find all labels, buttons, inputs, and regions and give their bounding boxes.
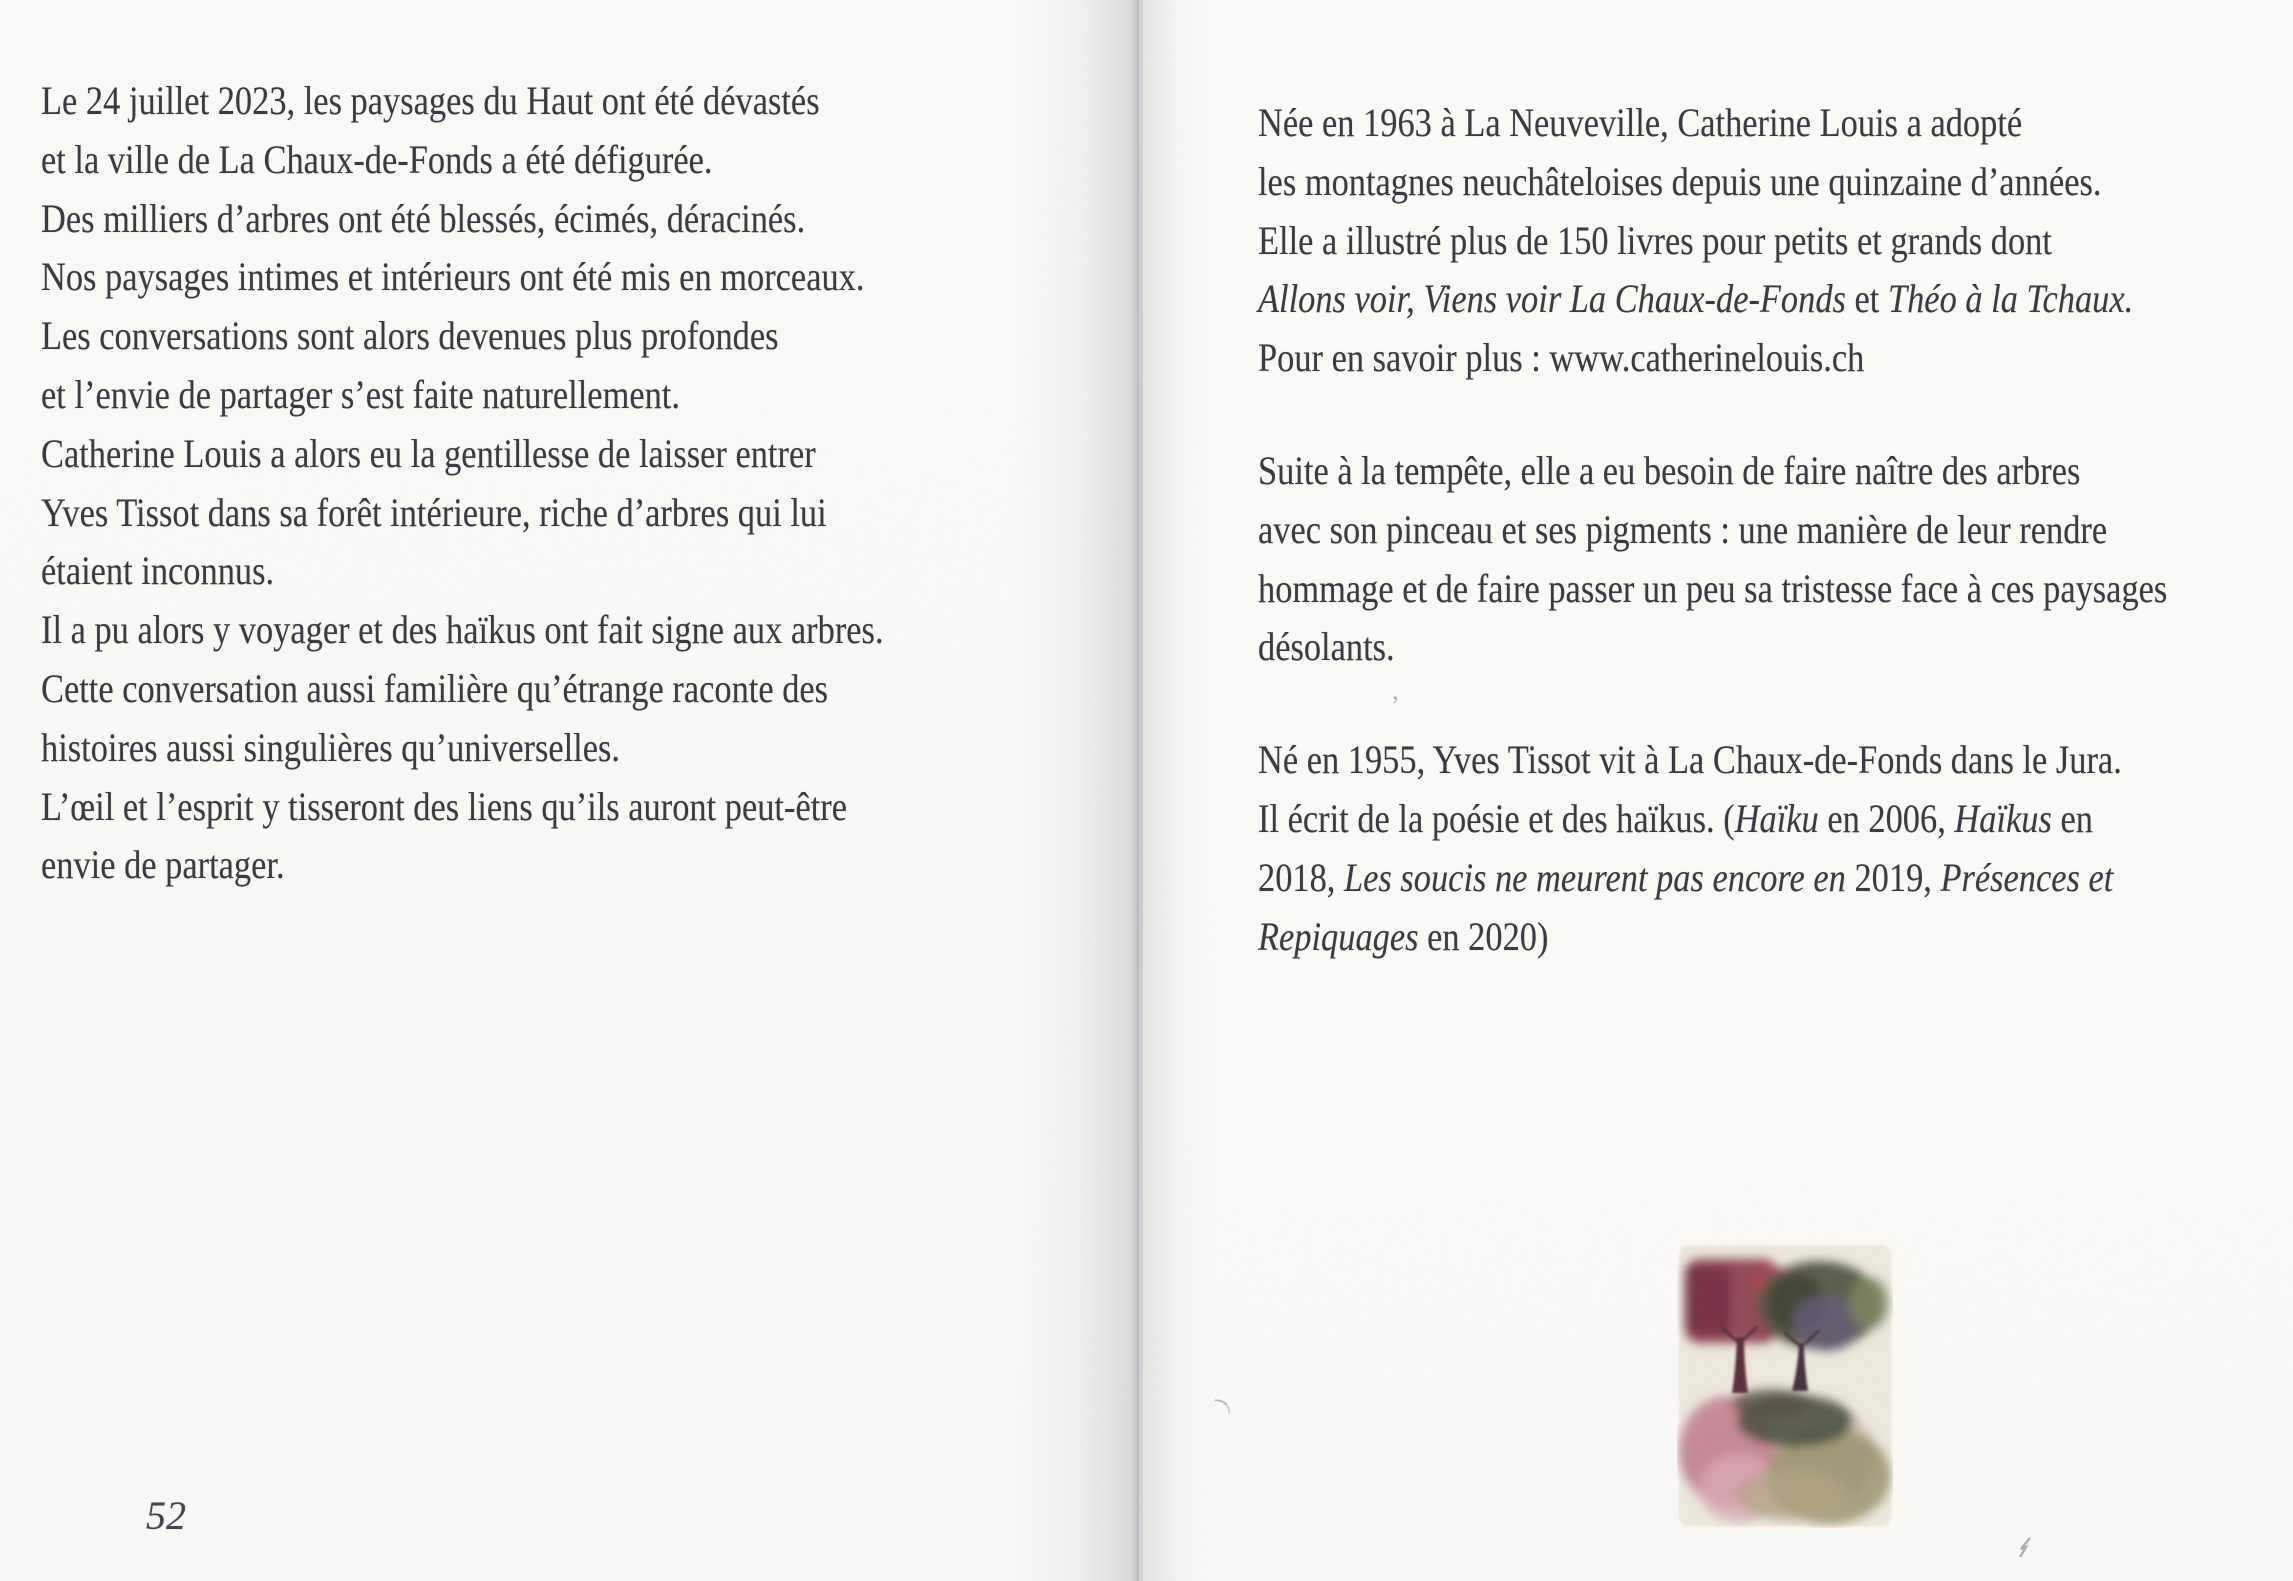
text-line: [1258, 212, 2167, 271]
italic-text-segment: Théo à la Tchaux.: [1887, 276, 2134, 322]
text-segment: désolants.: [1258, 624, 1395, 670]
text-segment: les montagnes neuchâteloises depuis une quinzaine d’années.: [1258, 158, 2102, 204]
text-segment: Elle a illustré plus de 150 livres pour petits et grands dont: [1258, 217, 2052, 263]
text-segment: Yves Tissot dans sa forêt intérieure, riche d’arbres qui lui: [41, 489, 827, 535]
paragraph: [1258, 442, 2167, 677]
text-segment: Pour en savoir plus : www.catherinelouis.ch: [1258, 335, 1865, 381]
text-segment: et la ville de La Chaux-de-Fonds a été défigurée.: [41, 136, 713, 182]
text-segment: hommage et de faire passer un peu sa tristesse face à ces paysages: [1258, 565, 2168, 611]
text-segment: Nos paysages intimes et intérieurs ont été mis en morceaux.: [41, 254, 865, 300]
text-segment: et l’envie de partager s’est faite naturellement.: [41, 371, 680, 417]
italic-text-segment: Les soucis ne meurent pas encore en: [1344, 854, 1846, 900]
canopy-green-edge: [1849, 1277, 1889, 1329]
text-line: [41, 719, 884, 778]
text-line: [41, 366, 884, 425]
text-line: [1258, 501, 2167, 560]
text-line: [1258, 329, 2167, 388]
text-segment: en 2020): [1418, 913, 1549, 959]
text-line: [1258, 849, 2167, 908]
text-segment: Il a pu alors y voyager et des haïkus ont fait signe aux arbres.: [41, 607, 884, 653]
mound-tan: [1737, 1469, 1847, 1521]
italic-text-segment: Repiquages: [1258, 913, 1419, 959]
text-line: [1258, 618, 2167, 677]
text-segment: Des milliers d’arbres ont été blessés, écimés, déracinés.: [41, 195, 806, 241]
text-line: [41, 131, 884, 190]
text-line: [41, 542, 884, 601]
paragraph: [1258, 731, 2167, 966]
text-segment: étaient inconnus.: [41, 548, 275, 594]
text-line: [41, 190, 884, 249]
scan-artifact: ,: [1388, 675, 1400, 706]
italic-text-segment: Haïkus: [1954, 795, 2052, 841]
text-line: [1258, 790, 2167, 849]
text-segment: Catherine Louis a alors eu la gentillesse de laisser entrer: [41, 430, 816, 476]
text-segment: 2019,: [1845, 854, 1941, 900]
text-segment: 2018,: [1258, 854, 1344, 900]
text-line: [41, 307, 884, 366]
text-segment: et: [1845, 276, 1888, 322]
text-line: [1258, 94, 2167, 153]
text-segment: avec son pinceau et ses pigments : une manière de leur rendre: [1258, 506, 2108, 552]
text-line: [1258, 560, 2167, 619]
paragraph: [1258, 94, 2167, 388]
watercolor-illustration: [1677, 1243, 1893, 1528]
page-number: 52: [146, 1493, 186, 1538]
text-segment: en: [2051, 795, 2093, 841]
text-line: [41, 484, 884, 543]
text-segment: en 2006,: [1818, 795, 1955, 841]
roots-dark: [1732, 1389, 1812, 1417]
text-line: [41, 778, 884, 837]
text-line: [1258, 731, 2167, 790]
text-segment: Né en 1955, Yves Tissot vit à La Chaux-de-Fonds dans le Jura.: [1258, 737, 2122, 783]
gutter-shadow-left: [1012, 0, 1139, 1581]
text-line: [41, 836, 884, 895]
text-line: [41, 601, 884, 660]
italic-text-segment: Haïku: [1734, 795, 1819, 841]
text-segment: Suite à la tempête, elle a eu besoin de faire naître des arbres: [1258, 447, 2081, 493]
text-line: [41, 660, 884, 719]
text-line: [41, 425, 884, 484]
canopy-left-dark: [1685, 1265, 1731, 1335]
left-page-text: [41, 72, 884, 895]
gutter-shadow-right: [1143, 0, 1215, 1581]
text-segment: envie de partager.: [41, 842, 285, 888]
text-segment: Le 24 juillet 2023, les paysages du Haut ont été dévastés: [41, 78, 820, 123]
text-segment: histoires aussi singulières qu’universelles.: [41, 724, 620, 770]
text-segment: Née en 1963 à La Neuveville, Catherine Louis a adopté: [1258, 100, 2023, 145]
text-segment: Les conversations sont alors devenues plus profondes: [41, 313, 779, 359]
text-line: [41, 72, 884, 131]
italic-text-segment: Allons voir, Viens voir La Chaux-de-Fonds: [1258, 276, 1846, 322]
right-page-text: [1258, 94, 2167, 1020]
text-line: [1258, 908, 2167, 967]
text-line: [1258, 153, 2167, 212]
text-line: [1258, 270, 2167, 329]
text-line: [41, 248, 884, 307]
text-segment: Cette conversation aussi familière qu’étrange raconte des: [41, 665, 829, 711]
text-segment: L’œil et l’esprit y tisseront des liens qu’ils auront peut-être: [41, 783, 848, 829]
italic-text-segment: Présences et: [1940, 854, 2114, 900]
text-segment: Il écrit de la poésie et des haïkus. (: [1258, 795, 1735, 841]
text-line: [1258, 442, 2167, 501]
